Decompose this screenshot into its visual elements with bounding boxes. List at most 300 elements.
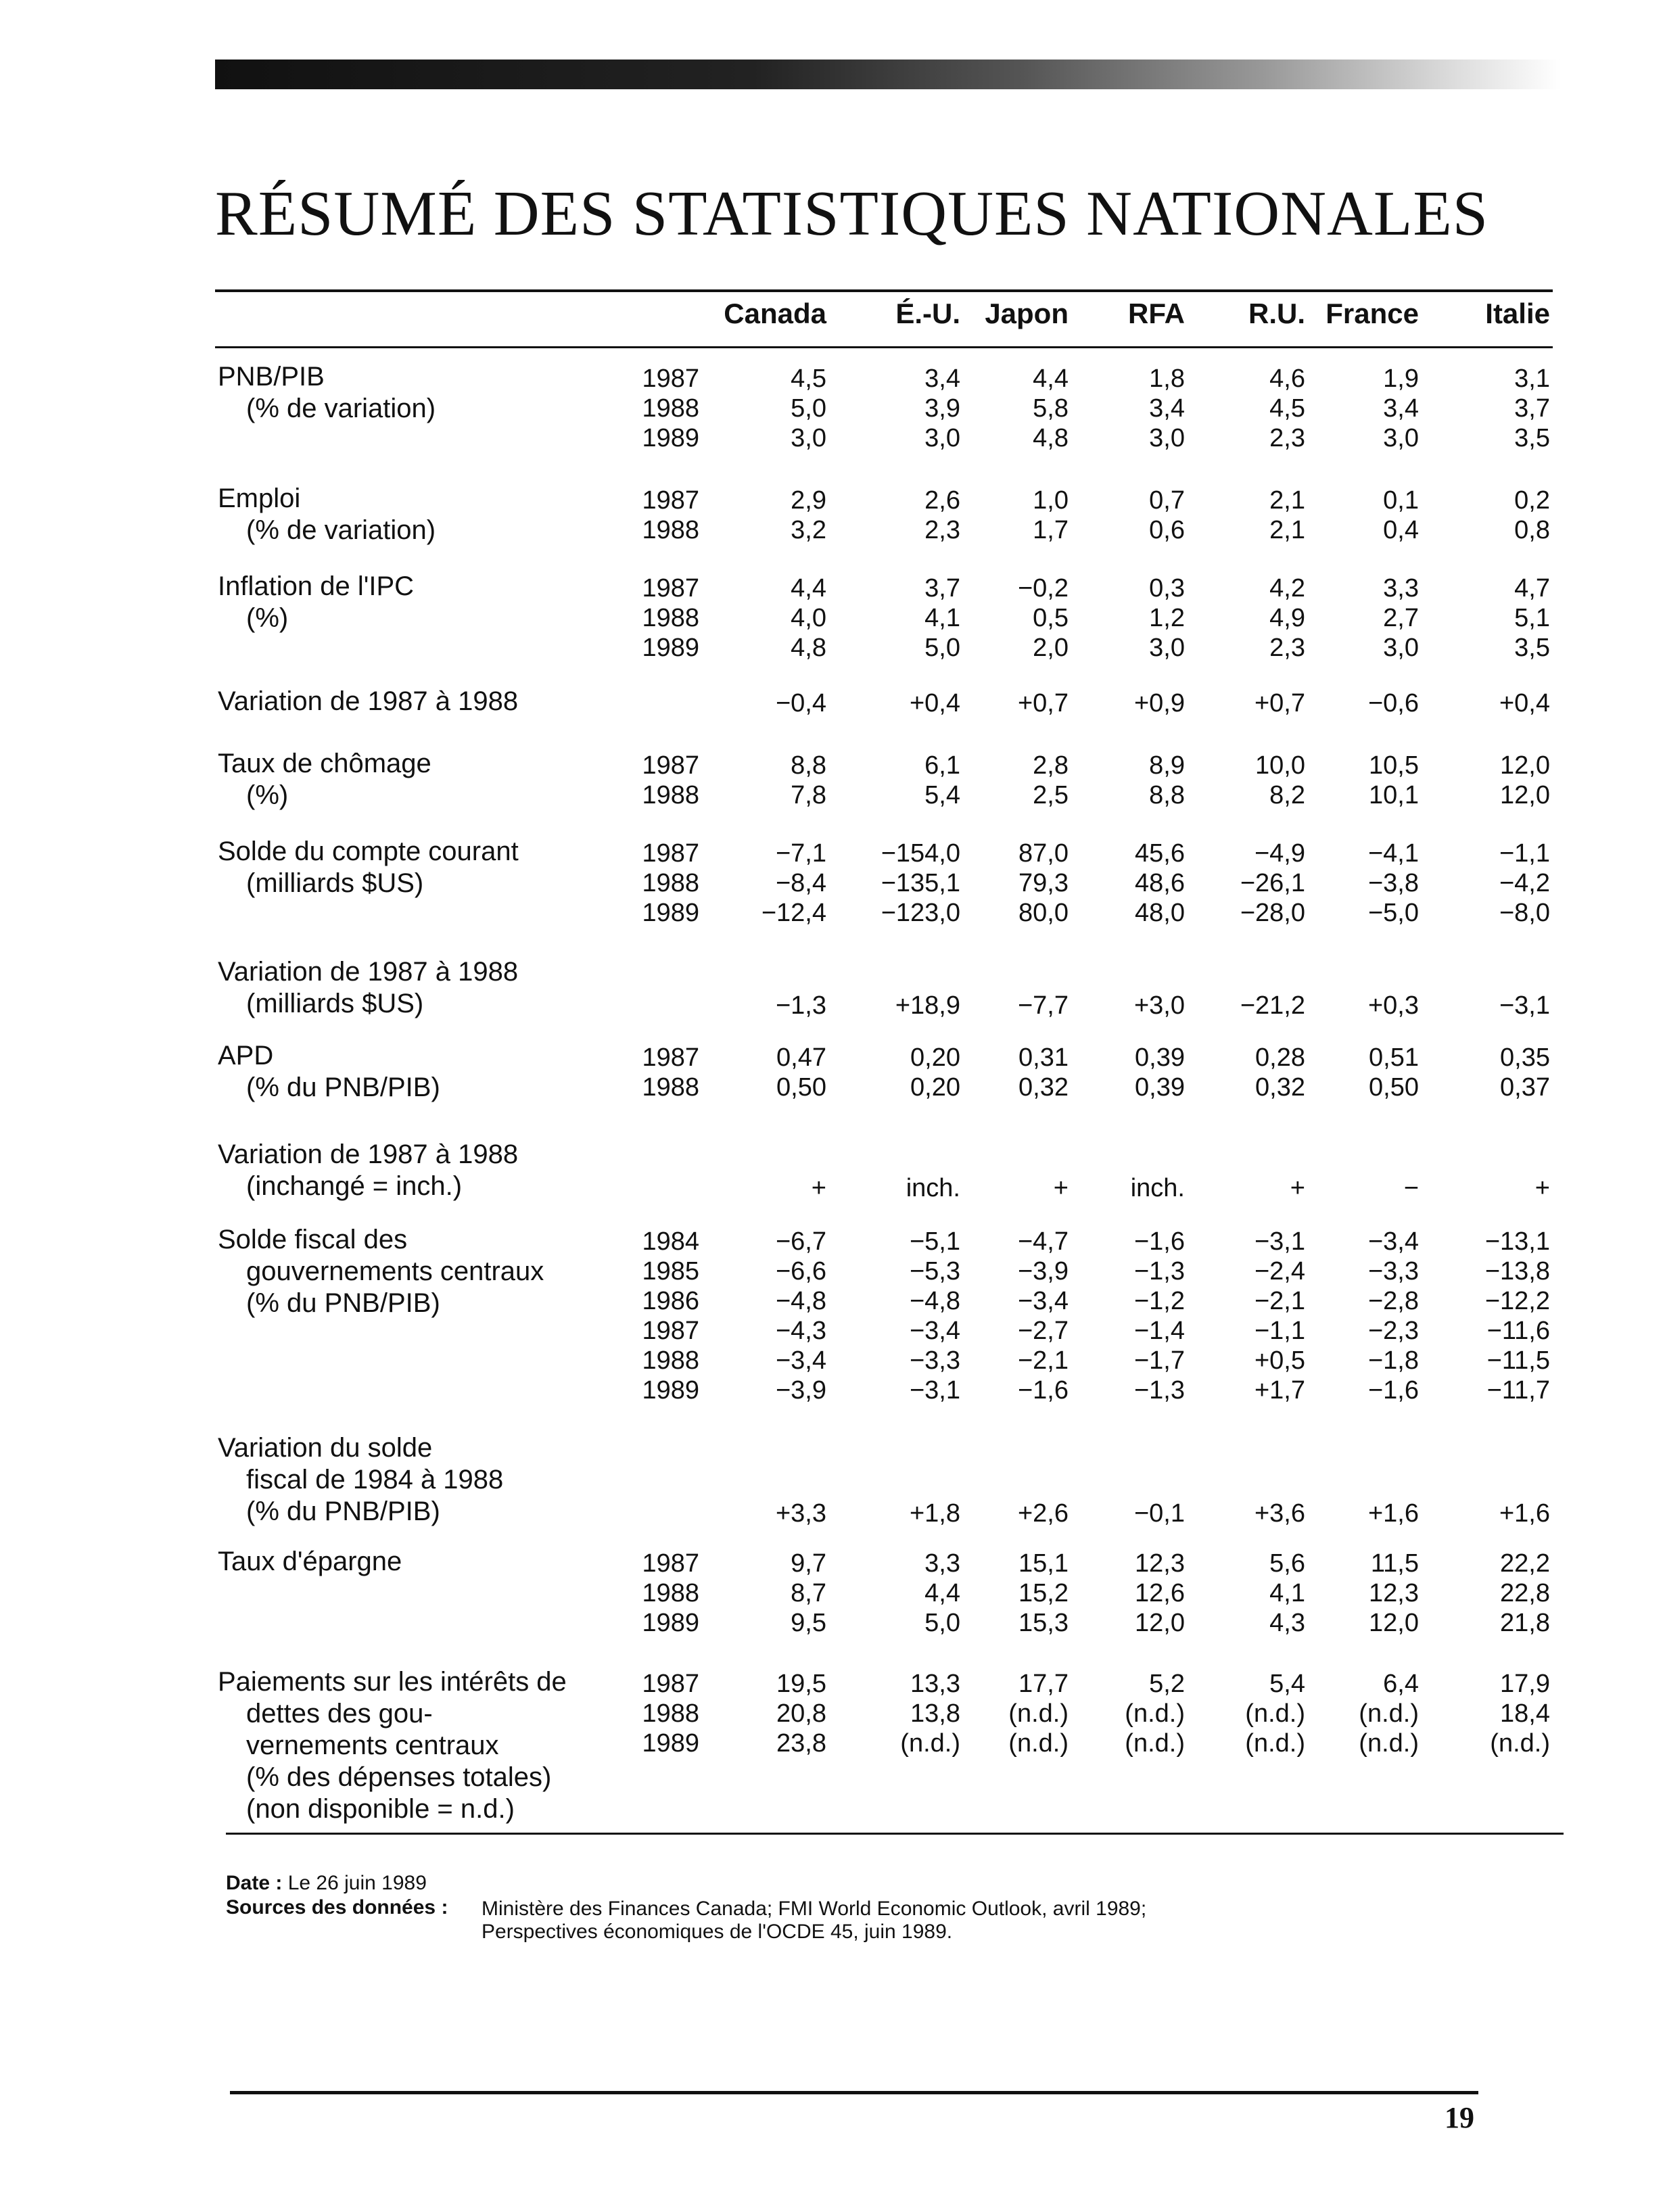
table-cell: 87,0 bbox=[1018, 839, 1069, 868]
row-year: 1987 bbox=[642, 1670, 699, 1698]
table-cell: 1,9 bbox=[1383, 364, 1419, 393]
table-cell: 2,1 bbox=[1269, 486, 1305, 515]
table-cell: 12,6 bbox=[1135, 1579, 1185, 1607]
table-cell: 2,3 bbox=[1269, 634, 1305, 662]
table-cell: 4,8 bbox=[791, 634, 826, 662]
table-cell: +1,8 bbox=[909, 1499, 960, 1528]
table-cell: −4,8 bbox=[775, 1287, 826, 1315]
table-cell: (n.d.) bbox=[1245, 1729, 1305, 1758]
table-cell: −1,3 bbox=[1133, 1257, 1185, 1286]
table-cell: 3,2 bbox=[791, 516, 826, 544]
table-cell: 3,0 bbox=[791, 424, 826, 452]
table-cell: −3,1 bbox=[1499, 991, 1550, 1020]
table-cell: 17,9 bbox=[1500, 1670, 1550, 1698]
table-cell: (n.d.) bbox=[1359, 1729, 1419, 1758]
row-label-line: (% de variation) bbox=[246, 394, 436, 423]
table-cell: 15,2 bbox=[1018, 1579, 1069, 1607]
page-title: RÉSUMÉ DES STATISTIQUES NATIONALES bbox=[215, 179, 1489, 249]
table-cell: 45,6 bbox=[1135, 839, 1185, 868]
date-value: Le 26 juin 1989 bbox=[287, 1872, 427, 1894]
table-cell: +0,7 bbox=[1254, 689, 1305, 717]
table-cell: (n.d.) bbox=[1245, 1699, 1305, 1728]
table-cell: −1,6 bbox=[1367, 1376, 1419, 1405]
table-cell: 15,3 bbox=[1018, 1609, 1069, 1637]
row-year: 1987 bbox=[642, 364, 699, 393]
table-cell: 21,8 bbox=[1500, 1609, 1550, 1637]
table-cell: −5,1 bbox=[909, 1227, 960, 1256]
table-cell: −1,3 bbox=[775, 991, 826, 1020]
row-label-line: vernements centraux bbox=[246, 1731, 499, 1760]
table-cell: +0,9 bbox=[1133, 689, 1185, 717]
table-cell: 1,2 bbox=[1149, 604, 1185, 632]
table-cell: + bbox=[1053, 1174, 1069, 1202]
table-cell: −4,2 bbox=[1499, 869, 1550, 897]
date-label: Date : bbox=[226, 1872, 283, 1894]
table-cell: −2,1 bbox=[1254, 1287, 1305, 1315]
row-label-line: Variation de 1987 à 1988 bbox=[218, 686, 519, 716]
table-cell: (n.d.) bbox=[1490, 1729, 1550, 1758]
table-cell: −1,6 bbox=[1017, 1376, 1069, 1405]
table-cell: −0,6 bbox=[1367, 689, 1419, 717]
table-cell: 4,5 bbox=[1269, 394, 1305, 423]
table-cell: 0,6 bbox=[1149, 516, 1185, 544]
table-cell: −2,7 bbox=[1017, 1317, 1069, 1345]
table-cell: 4,1 bbox=[1269, 1579, 1305, 1607]
row-label-line: (milliards $US) bbox=[246, 989, 424, 1018]
table-cell: 5,4 bbox=[924, 781, 960, 809]
table-cell: 10,0 bbox=[1255, 751, 1305, 780]
table-cell: 8,7 bbox=[791, 1579, 826, 1607]
table-cell: −2,8 bbox=[1367, 1287, 1419, 1315]
table-cell: −4,1 bbox=[1367, 839, 1419, 868]
table-cell: −11,6 bbox=[1486, 1317, 1550, 1345]
table-cell: +2,6 bbox=[1017, 1499, 1069, 1528]
table-cell: 0,3 bbox=[1149, 574, 1185, 603]
table-cell: 0,39 bbox=[1135, 1073, 1185, 1102]
row-year: 1986 bbox=[642, 1287, 699, 1315]
table-cell: −3,4 bbox=[775, 1346, 826, 1375]
table-cell: 0,20 bbox=[910, 1073, 960, 1102]
table-cell: −3,4 bbox=[1017, 1287, 1069, 1315]
table-cell: −2,4 bbox=[1254, 1257, 1305, 1286]
table-cell: 3,0 bbox=[1149, 424, 1185, 452]
table-cell: 3,5 bbox=[1514, 634, 1550, 662]
row-year: 1987 bbox=[642, 486, 699, 515]
table-cell: −135,1 bbox=[881, 869, 960, 897]
table-cell: 9,5 bbox=[791, 1609, 826, 1637]
row-label-line: Variation de 1987 à 1988 bbox=[218, 957, 519, 987]
table-cell: 0,50 bbox=[1369, 1073, 1419, 1102]
table-cell: 6,1 bbox=[924, 751, 960, 780]
table-cell: −7,7 bbox=[1017, 991, 1069, 1020]
table-cell: −3,1 bbox=[1254, 1227, 1305, 1256]
table-cell: −8,4 bbox=[775, 869, 826, 897]
table-cell: −3,3 bbox=[1367, 1257, 1419, 1286]
table-cell: −5,0 bbox=[1367, 899, 1419, 927]
row-label-line: Solde du compte courant bbox=[218, 837, 519, 866]
table-cell: 8,8 bbox=[791, 751, 826, 780]
table-cell: 4,1 bbox=[924, 604, 960, 632]
table-cell: 22,2 bbox=[1500, 1549, 1550, 1578]
table-cell: −3,9 bbox=[1017, 1257, 1069, 1286]
table-cell: 3,0 bbox=[1383, 424, 1419, 452]
table-cell: 6,4 bbox=[1383, 1670, 1419, 1698]
table-cell: 3,7 bbox=[924, 574, 960, 603]
table-cell: −13,1 bbox=[1484, 1227, 1550, 1256]
row-label-line: Taux d'épargne bbox=[218, 1547, 402, 1576]
row-year: 1989 bbox=[642, 1609, 699, 1637]
table-cell: 2,5 bbox=[1033, 781, 1069, 809]
row-year: 1988 bbox=[642, 1346, 699, 1375]
table-cell: (n.d.) bbox=[1008, 1699, 1069, 1728]
table-cell: 10,1 bbox=[1369, 781, 1419, 809]
row-year: 1987 bbox=[642, 751, 699, 780]
table-cell: −2,1 bbox=[1017, 1346, 1069, 1375]
table-cell: −8,0 bbox=[1499, 899, 1550, 927]
table-cell: −3,9 bbox=[775, 1376, 826, 1405]
table-cell: 3,4 bbox=[1383, 394, 1419, 423]
table-cell: 5,0 bbox=[924, 634, 960, 662]
table-cell: −0,2 bbox=[1017, 574, 1069, 603]
page-number: 19 bbox=[1445, 2101, 1474, 2134]
row-label bbox=[218, 1666, 567, 1825]
table-cell: −4,8 bbox=[909, 1287, 960, 1315]
table-cell: −3,8 bbox=[1367, 869, 1419, 897]
row-year: 1988 bbox=[642, 516, 699, 544]
row-label bbox=[218, 686, 518, 717]
row-label bbox=[218, 1546, 402, 1578]
table-cell: 8,9 bbox=[1149, 751, 1185, 780]
table-cell: 0,35 bbox=[1500, 1043, 1550, 1072]
row-label-line: (milliards $US) bbox=[246, 868, 424, 898]
row-label-line: (% du PNB/PIB) bbox=[246, 1288, 440, 1318]
header-bar bbox=[215, 60, 1561, 89]
table-cell: +3,0 bbox=[1133, 991, 1185, 1020]
row-label-line: fiscal de 1984 à 1988 bbox=[246, 1465, 504, 1495]
table-cell: −3,1 bbox=[909, 1376, 960, 1405]
table-cell: −1,3 bbox=[1133, 1376, 1185, 1405]
table-cell: 4,0 bbox=[791, 604, 826, 632]
table-cell: (n.d.) bbox=[1125, 1729, 1185, 1758]
table-cell: −6,6 bbox=[775, 1257, 826, 1286]
row-year: 1988 bbox=[642, 394, 699, 423]
table-cell: 11,5 bbox=[1370, 1549, 1419, 1578]
table-cell: 2,8 bbox=[1033, 751, 1069, 780]
table-cell: (n.d.) bbox=[1359, 1699, 1419, 1728]
table-cell: 4,3 bbox=[1269, 1609, 1305, 1637]
row-year: 1987 bbox=[642, 839, 699, 868]
row-label-line: Inflation de l'IPC bbox=[218, 571, 415, 601]
table-cell: 3,4 bbox=[924, 364, 960, 393]
table-cell: 0,39 bbox=[1135, 1043, 1185, 1072]
table-cell: (n.d.) bbox=[900, 1729, 960, 1758]
table-cell: 0,31 bbox=[1018, 1043, 1069, 1072]
table-cell: 0,37 bbox=[1500, 1073, 1550, 1102]
table-cell: −3,4 bbox=[1367, 1227, 1419, 1256]
column-header: É.-U. bbox=[895, 298, 960, 329]
table-cell: 3,5 bbox=[1514, 424, 1550, 452]
table-cell: −2,3 bbox=[1367, 1317, 1419, 1345]
row-label-line: gouvernements centraux bbox=[246, 1256, 544, 1286]
table-cell: 0,50 bbox=[776, 1073, 826, 1102]
column-header: France bbox=[1326, 298, 1419, 329]
table-cell: 1,0 bbox=[1033, 486, 1069, 515]
table-cell: 4,8 bbox=[1033, 424, 1069, 452]
table-cell: 0,20 bbox=[910, 1043, 960, 1072]
table-cell: 7,8 bbox=[791, 781, 826, 809]
table-cell: +0,3 bbox=[1367, 991, 1419, 1020]
row-year: 1984 bbox=[642, 1227, 699, 1256]
table-cell: −12,4 bbox=[761, 899, 826, 927]
table-cell: 4,4 bbox=[791, 574, 826, 603]
table-cell: 0,8 bbox=[1514, 516, 1550, 544]
row-label-line: dettes des gou- bbox=[246, 1699, 433, 1728]
table-cell: 13,8 bbox=[910, 1699, 960, 1728]
table-cell: −4,7 bbox=[1017, 1227, 1069, 1256]
sources-label: Sources des données : bbox=[226, 1896, 448, 1919]
table-cell: −1,1 bbox=[1254, 1317, 1305, 1345]
table-cell: 0,47 bbox=[776, 1043, 826, 1072]
table-cell: 1,8 bbox=[1149, 364, 1185, 393]
table-cell: 79,3 bbox=[1018, 869, 1069, 897]
table-cell: −26,1 bbox=[1240, 869, 1305, 897]
column-header: Japon bbox=[985, 298, 1069, 329]
table-cell: +0,5 bbox=[1254, 1346, 1305, 1375]
table-cell: 5,1 bbox=[1514, 604, 1550, 632]
table-cell: −4,9 bbox=[1254, 839, 1305, 868]
column-header: R.U. bbox=[1248, 298, 1305, 329]
row-label-line: (% du PNB/PIB) bbox=[246, 1073, 440, 1102]
table-cell: 3,0 bbox=[1149, 634, 1185, 662]
table-cell: 48,0 bbox=[1135, 899, 1185, 927]
row-year: 1988 bbox=[642, 1073, 699, 1102]
table-cell: −11,5 bbox=[1486, 1346, 1550, 1375]
table-cell: 0,7 bbox=[1149, 486, 1185, 515]
row-label-line: Solde fiscal des bbox=[218, 1225, 408, 1254]
table-cell: −154,0 bbox=[881, 839, 960, 868]
table-cell: 4,2 bbox=[1269, 574, 1305, 603]
table-cell: −0,1 bbox=[1133, 1499, 1185, 1528]
table-cell: 2,0 bbox=[1033, 634, 1069, 662]
table-cell: + bbox=[1290, 1174, 1305, 1202]
row-label-line: (inchangé = inch.) bbox=[246, 1171, 463, 1201]
table-cell: 4,5 bbox=[791, 364, 826, 393]
table-cell: inch. bbox=[1130, 1174, 1185, 1202]
table-cell: +3,6 bbox=[1254, 1499, 1305, 1528]
table-cell: + bbox=[1534, 1174, 1550, 1202]
table-cell: 12,0 bbox=[1369, 1609, 1419, 1637]
row-year: 1989 bbox=[642, 424, 699, 452]
table-cell: 5,8 bbox=[1033, 394, 1069, 423]
table-cell: 12,3 bbox=[1369, 1579, 1419, 1607]
table-cell: −4,3 bbox=[775, 1317, 826, 1345]
table-cell: 0,51 bbox=[1369, 1043, 1419, 1072]
table-cell: +0,4 bbox=[909, 689, 960, 717]
table-cell: 2,6 bbox=[924, 486, 960, 515]
table-bottom-rule bbox=[226, 1833, 1564, 1835]
table-cell: −1,6 bbox=[1133, 1227, 1185, 1256]
row-label-line: Paiements sur les intérêts de bbox=[218, 1667, 567, 1697]
row-label bbox=[218, 1139, 518, 1202]
row-label-line: Variation du solde bbox=[218, 1433, 433, 1463]
row-year: 1987 bbox=[642, 1317, 699, 1345]
table-cell: 5,6 bbox=[1269, 1549, 1305, 1578]
table-cell: 4,9 bbox=[1269, 604, 1305, 632]
row-label-line: (% des dépenses totales) bbox=[246, 1762, 552, 1792]
table-cell: −21,2 bbox=[1240, 991, 1305, 1020]
table-cell: 19,5 bbox=[776, 1670, 826, 1698]
table-cell: 13,3 bbox=[910, 1670, 960, 1698]
table-cell: 18,4 bbox=[1500, 1699, 1550, 1728]
table-cell: +0,4 bbox=[1499, 689, 1550, 717]
table-cell: 8,2 bbox=[1269, 781, 1305, 809]
table-cell: 3,9 bbox=[924, 394, 960, 423]
row-year: 1988 bbox=[642, 869, 699, 897]
row-label bbox=[218, 361, 436, 425]
table-cell: 9,7 bbox=[791, 1549, 826, 1578]
table-cell: 5,2 bbox=[1149, 1670, 1185, 1698]
table-cell: 0,32 bbox=[1255, 1073, 1305, 1102]
row-year: 1988 bbox=[642, 604, 699, 632]
table-cell: 3,3 bbox=[1383, 574, 1419, 603]
row-year: 1985 bbox=[642, 1257, 699, 1286]
table-cell: −11,7 bbox=[1486, 1376, 1550, 1405]
table-cell: 5,0 bbox=[924, 1609, 960, 1637]
row-year: 1989 bbox=[642, 1376, 699, 1405]
table-cell: −1,2 bbox=[1133, 1287, 1185, 1315]
table-cell: 20,8 bbox=[776, 1699, 826, 1728]
table-cell: +1,6 bbox=[1499, 1499, 1550, 1528]
row-label-line: (% de variation) bbox=[246, 515, 436, 545]
table-cell: 5,0 bbox=[791, 394, 826, 423]
table-cell: (n.d.) bbox=[1008, 1729, 1069, 1758]
table-cell: 3,0 bbox=[1383, 634, 1419, 662]
table-cell: −13,8 bbox=[1484, 1257, 1550, 1286]
table-cell: 3,3 bbox=[924, 1549, 960, 1578]
footer-rule bbox=[230, 2091, 1478, 2094]
table-cell: (n.d.) bbox=[1125, 1699, 1185, 1728]
table-cell: 12,3 bbox=[1135, 1549, 1185, 1578]
table-cell: 17,7 bbox=[1018, 1670, 1069, 1698]
table-cell: 0,32 bbox=[1018, 1073, 1069, 1102]
table-cell: 0,28 bbox=[1255, 1043, 1305, 1072]
table-cell: 3,1 bbox=[1514, 364, 1550, 393]
table-cell: 3,7 bbox=[1514, 394, 1550, 423]
date-line bbox=[226, 1872, 427, 1895]
table-cell: 48,6 bbox=[1135, 869, 1185, 897]
table-cell: 2,3 bbox=[924, 516, 960, 544]
table-cell: 0,4 bbox=[1383, 516, 1419, 544]
table-cell: 4,4 bbox=[1033, 364, 1069, 393]
table-cell: + bbox=[811, 1174, 826, 1202]
column-header: RFA bbox=[1128, 298, 1185, 329]
row-label bbox=[218, 748, 431, 811]
table-cell: 8,8 bbox=[1149, 781, 1185, 809]
table-cell: +1,7 bbox=[1254, 1376, 1305, 1405]
table-cell: +1,6 bbox=[1367, 1499, 1419, 1528]
row-label-line: (%) bbox=[246, 603, 289, 633]
table-cell: −1,4 bbox=[1133, 1317, 1185, 1345]
row-year: 1988 bbox=[642, 781, 699, 809]
row-label-line: Variation de 1987 à 1988 bbox=[218, 1139, 519, 1169]
table-cell: −7,1 bbox=[775, 839, 826, 868]
table-cell: 5,4 bbox=[1269, 1670, 1305, 1698]
table-cell: +3,3 bbox=[775, 1499, 826, 1528]
table-cell: 12,0 bbox=[1500, 751, 1550, 780]
table-header-rule bbox=[215, 346, 1553, 348]
table-cell: inch. bbox=[906, 1174, 960, 1202]
sources-line-1: Ministère des Finances Canada; FMI World Economic Outlook, avril 1989; bbox=[482, 1898, 1147, 1920]
row-label bbox=[218, 571, 414, 634]
table-cell: 2,9 bbox=[791, 486, 826, 515]
table-cell: −1,7 bbox=[1133, 1346, 1185, 1375]
table-cell: −1,8 bbox=[1367, 1346, 1419, 1375]
table-cell: 2,7 bbox=[1383, 604, 1419, 632]
row-label-line: (non disponible = n.d.) bbox=[246, 1794, 515, 1824]
table-cell: −3,4 bbox=[909, 1317, 960, 1345]
row-label-line: Taux de chômage bbox=[218, 749, 431, 778]
table-cell: 12,0 bbox=[1500, 781, 1550, 809]
row-label bbox=[218, 1040, 440, 1104]
table-cell: 12,0 bbox=[1135, 1609, 1185, 1637]
table-cell: 3,4 bbox=[1149, 394, 1185, 423]
row-year: 1988 bbox=[642, 1699, 699, 1728]
table-cell: 0,1 bbox=[1383, 486, 1419, 515]
row-label-line: PNB/PIB bbox=[218, 362, 325, 392]
row-label-line: APD bbox=[218, 1041, 274, 1070]
table-cell: −0,4 bbox=[775, 689, 826, 717]
row-year: 1989 bbox=[642, 634, 699, 662]
table-cell: − bbox=[1403, 1174, 1419, 1202]
row-label bbox=[218, 1224, 544, 1319]
row-label bbox=[218, 1432, 503, 1528]
table-cell: 2,3 bbox=[1269, 424, 1305, 452]
table-cell: 4,7 bbox=[1514, 574, 1550, 603]
table-cell: 4,6 bbox=[1269, 364, 1305, 393]
column-header: Canada bbox=[724, 298, 826, 329]
row-year: 1989 bbox=[642, 899, 699, 927]
row-label-line: Emploi bbox=[218, 484, 301, 513]
table-cell: +0,7 bbox=[1017, 689, 1069, 717]
row-year: 1987 bbox=[642, 1043, 699, 1072]
table-cell: +18,9 bbox=[895, 991, 960, 1020]
table-cell: 15,1 bbox=[1018, 1549, 1069, 1578]
table-cell: 80,0 bbox=[1018, 899, 1069, 927]
row-year: 1988 bbox=[642, 1579, 699, 1607]
table-cell: −28,0 bbox=[1240, 899, 1305, 927]
table-cell: 1,7 bbox=[1033, 516, 1069, 544]
table-cell: −123,0 bbox=[881, 899, 960, 927]
sources-label-line bbox=[226, 1896, 448, 1919]
row-label-line: (%) bbox=[246, 780, 289, 810]
row-label bbox=[218, 483, 436, 546]
table-cell: 2,1 bbox=[1269, 516, 1305, 544]
table-cell: 0,2 bbox=[1514, 486, 1550, 515]
table-cell: 3,0 bbox=[924, 424, 960, 452]
sources-line-2: Perspectives économiques de l'OCDE 45, juin 1989. bbox=[482, 1921, 953, 1943]
table-cell: −12,2 bbox=[1484, 1287, 1550, 1315]
table-cell: 0,5 bbox=[1033, 604, 1069, 632]
row-label bbox=[218, 836, 519, 899]
table-cell: 10,5 bbox=[1369, 751, 1419, 780]
table-cell: −1,1 bbox=[1499, 839, 1550, 868]
row-year: 1987 bbox=[642, 574, 699, 603]
table-cell: 23,8 bbox=[776, 1729, 826, 1758]
table-cell: 4,4 bbox=[924, 1579, 960, 1607]
column-header: Italie bbox=[1485, 298, 1550, 329]
row-label bbox=[218, 956, 518, 1020]
table-cell: −3,3 bbox=[909, 1346, 960, 1375]
